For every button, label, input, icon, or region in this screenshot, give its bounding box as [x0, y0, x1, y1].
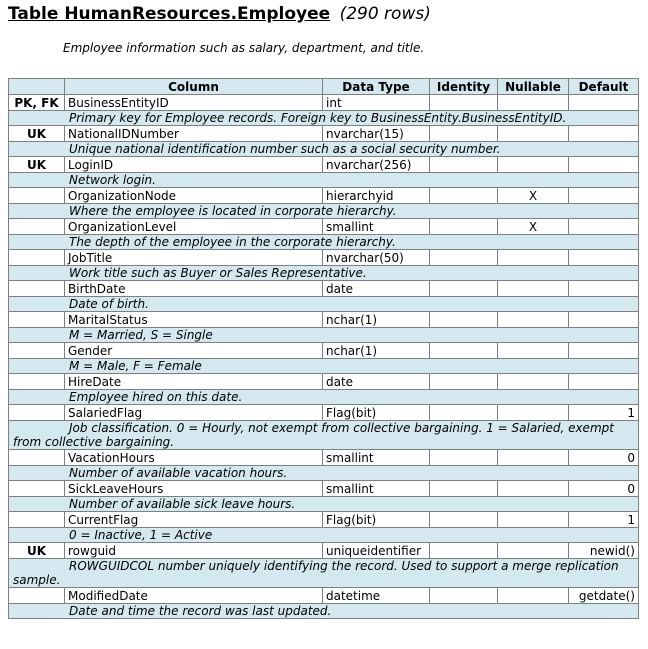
data-type-cell: nchar(1): [323, 343, 430, 359]
description-row: [9, 204, 639, 219]
description-row: [9, 297, 639, 312]
column-description: Network login.: [9, 173, 639, 188]
key-cell: [9, 188, 65, 204]
header-row: [9, 79, 639, 95]
default-cell: [569, 250, 639, 266]
column-name-cell: ModifiedDate: [65, 588, 323, 604]
nullable-cell: [498, 250, 569, 266]
column-name-cell: Gender: [65, 343, 323, 359]
nullable-cell: X: [498, 219, 569, 235]
table-row: [9, 481, 639, 497]
column-name-cell: BirthDate: [65, 281, 323, 297]
identity-cell: [430, 250, 498, 266]
key-cell: [9, 312, 65, 328]
identity-cell: [430, 188, 498, 204]
column-name-cell: rowguid: [65, 543, 323, 559]
column-name-cell: LoginID: [65, 157, 323, 173]
data-type-cell: Flag(bit): [323, 512, 430, 528]
data-type-cell: date: [323, 374, 430, 390]
table-name: Table HumanResources.Employee: [8, 4, 331, 24]
header-key: [9, 79, 65, 95]
table-row: [9, 312, 639, 328]
default-cell: [569, 188, 639, 204]
identity-cell: [430, 343, 498, 359]
key-cell: [9, 219, 65, 235]
nullable-cell: [498, 95, 569, 111]
column-description: Job classification. 0 = Hourly, not exempt from collective bargaining. 1 = Salaried, exempt from collective bargaining.: [9, 421, 639, 450]
data-type-cell: nvarchar(256): [323, 157, 430, 173]
key-cell: UK: [9, 543, 65, 559]
table-body: [9, 95, 639, 619]
default-cell: [569, 126, 639, 142]
nullable-cell: [498, 512, 569, 528]
key-cell: UK: [9, 126, 65, 142]
schema-table: [8, 78, 639, 619]
default-cell: 0: [569, 481, 639, 497]
key-cell: PK, FK: [9, 95, 65, 111]
nullable-cell: [498, 281, 569, 297]
column-description: Where the employee is located in corporate hierarchy.: [9, 204, 639, 219]
identity-cell: [430, 405, 498, 421]
table-row: [9, 512, 639, 528]
default-cell: 1: [569, 405, 639, 421]
key-cell: [9, 343, 65, 359]
default-cell: [569, 219, 639, 235]
data-type-cell: smallint: [323, 450, 430, 466]
data-type-cell: hierarchyid: [323, 188, 430, 204]
table-description: Employee information such as salary, department, and title.: [63, 41, 425, 55]
column-description: Date and time the record was last updated.: [9, 604, 639, 619]
column-name-cell: VacationHours: [65, 450, 323, 466]
header-default: Default: [569, 79, 639, 95]
data-type-cell: nvarchar(50): [323, 250, 430, 266]
identity-cell: [430, 219, 498, 235]
table-row: [9, 374, 639, 390]
identity-cell: [430, 281, 498, 297]
data-type-cell: smallint: [323, 481, 430, 497]
description-row: [9, 111, 639, 126]
identity-cell: [430, 450, 498, 466]
column-name-cell: SalariedFlag: [65, 405, 323, 421]
nullable-cell: [498, 543, 569, 559]
column-name-cell: BusinessEntityID: [65, 95, 323, 111]
table-row: [9, 543, 639, 559]
description-row: [9, 528, 639, 543]
table-row: [9, 157, 639, 173]
description-row: [9, 173, 639, 188]
column-description: ROWGUIDCOL number uniquely identifying the record. Used to support a merge replication sample.: [9, 559, 639, 588]
data-type-cell: nvarchar(15): [323, 126, 430, 142]
table-row: [9, 588, 639, 604]
table-row: [9, 126, 639, 142]
data-type-cell: date: [323, 281, 430, 297]
table-row: [9, 405, 639, 421]
table-row: [9, 219, 639, 235]
column-name-cell: OrganizationNode: [65, 188, 323, 204]
column-description: Number of available vacation hours.: [9, 466, 639, 481]
description-row: [9, 142, 639, 157]
column-name-cell: MaritalStatus: [65, 312, 323, 328]
data-type-cell: smallint: [323, 219, 430, 235]
key-cell: [9, 250, 65, 266]
column-description: Work title such as Buyer or Sales Representative.: [9, 266, 639, 281]
default-cell: newid(): [569, 543, 639, 559]
table-row: [9, 281, 639, 297]
identity-cell: [430, 157, 498, 173]
nullable-cell: [498, 343, 569, 359]
column-description: Date of birth.: [9, 297, 639, 312]
default-cell: getdate(): [569, 588, 639, 604]
description-row: [9, 328, 639, 343]
column-description: M = Married, S = Single: [9, 328, 639, 343]
header-nullable: Nullable: [498, 79, 569, 95]
data-type-cell: uniqueidentifier: [323, 543, 430, 559]
default-cell: 1: [569, 512, 639, 528]
description-row: [9, 559, 639, 588]
default-cell: [569, 374, 639, 390]
nullable-cell: [498, 450, 569, 466]
description-row: [9, 604, 639, 619]
key-cell: [9, 281, 65, 297]
table-row: [9, 450, 639, 466]
description-row: [9, 466, 639, 481]
column-description: 0 = Inactive, 1 = Active: [9, 528, 639, 543]
description-row: [9, 497, 639, 512]
key-cell: [9, 450, 65, 466]
column-name-cell: JobTitle: [65, 250, 323, 266]
default-cell: [569, 343, 639, 359]
description-row: [9, 359, 639, 374]
identity-cell: [430, 95, 498, 111]
table-row: [9, 95, 639, 111]
nullable-cell: [498, 588, 569, 604]
column-description: Primary key for Employee records. Foreign key to BusinessEntity.BusinessEntityID.: [9, 111, 639, 126]
identity-cell: [430, 588, 498, 604]
nullable-cell: [498, 312, 569, 328]
nullable-cell: [498, 157, 569, 173]
identity-cell: [430, 481, 498, 497]
column-name-cell: OrganizationLevel: [65, 219, 323, 235]
header-identity: Identity: [430, 79, 498, 95]
column-name-cell: NationalIDNumber: [65, 126, 323, 142]
identity-cell: [430, 543, 498, 559]
row-count: (290 rows): [339, 4, 431, 24]
column-name-cell: SickLeaveHours: [65, 481, 323, 497]
default-cell: [569, 281, 639, 297]
description-row: [9, 390, 639, 405]
key-cell: [9, 374, 65, 390]
page-title: [8, 4, 431, 24]
description-row: [9, 235, 639, 250]
default-cell: 0: [569, 450, 639, 466]
header-column: Column: [65, 79, 323, 95]
identity-cell: [430, 374, 498, 390]
data-type-cell: int: [323, 95, 430, 111]
nullable-cell: [498, 481, 569, 497]
column-description: Unique national identification number such as a social security number.: [9, 142, 639, 157]
key-cell: [9, 512, 65, 528]
description-row: [9, 266, 639, 281]
column-description: Number of available sick leave hours.: [9, 497, 639, 512]
data-type-cell: nchar(1): [323, 312, 430, 328]
default-cell: [569, 312, 639, 328]
nullable-cell: X: [498, 188, 569, 204]
column-name-cell: HireDate: [65, 374, 323, 390]
column-name-cell: CurrentFlag: [65, 512, 323, 528]
nullable-cell: [498, 126, 569, 142]
data-type-cell: datetime: [323, 588, 430, 604]
table-row: [9, 343, 639, 359]
identity-cell: [430, 126, 498, 142]
key-cell: [9, 405, 65, 421]
default-cell: [569, 157, 639, 173]
identity-cell: [430, 312, 498, 328]
default-cell: [569, 95, 639, 111]
key-cell: UK: [9, 157, 65, 173]
column-description: Employee hired on this date.: [9, 390, 639, 405]
nullable-cell: [498, 374, 569, 390]
key-cell: [9, 481, 65, 497]
identity-cell: [430, 512, 498, 528]
table-row: [9, 250, 639, 266]
description-row: [9, 421, 639, 450]
column-description: M = Male, F = Female: [9, 359, 639, 374]
table-row: [9, 188, 639, 204]
data-type-cell: Flag(bit): [323, 405, 430, 421]
key-cell: [9, 588, 65, 604]
header-data-type: Data Type: [323, 79, 430, 95]
column-description: The depth of the employee in the corporate hierarchy.: [9, 235, 639, 250]
nullable-cell: [498, 405, 569, 421]
